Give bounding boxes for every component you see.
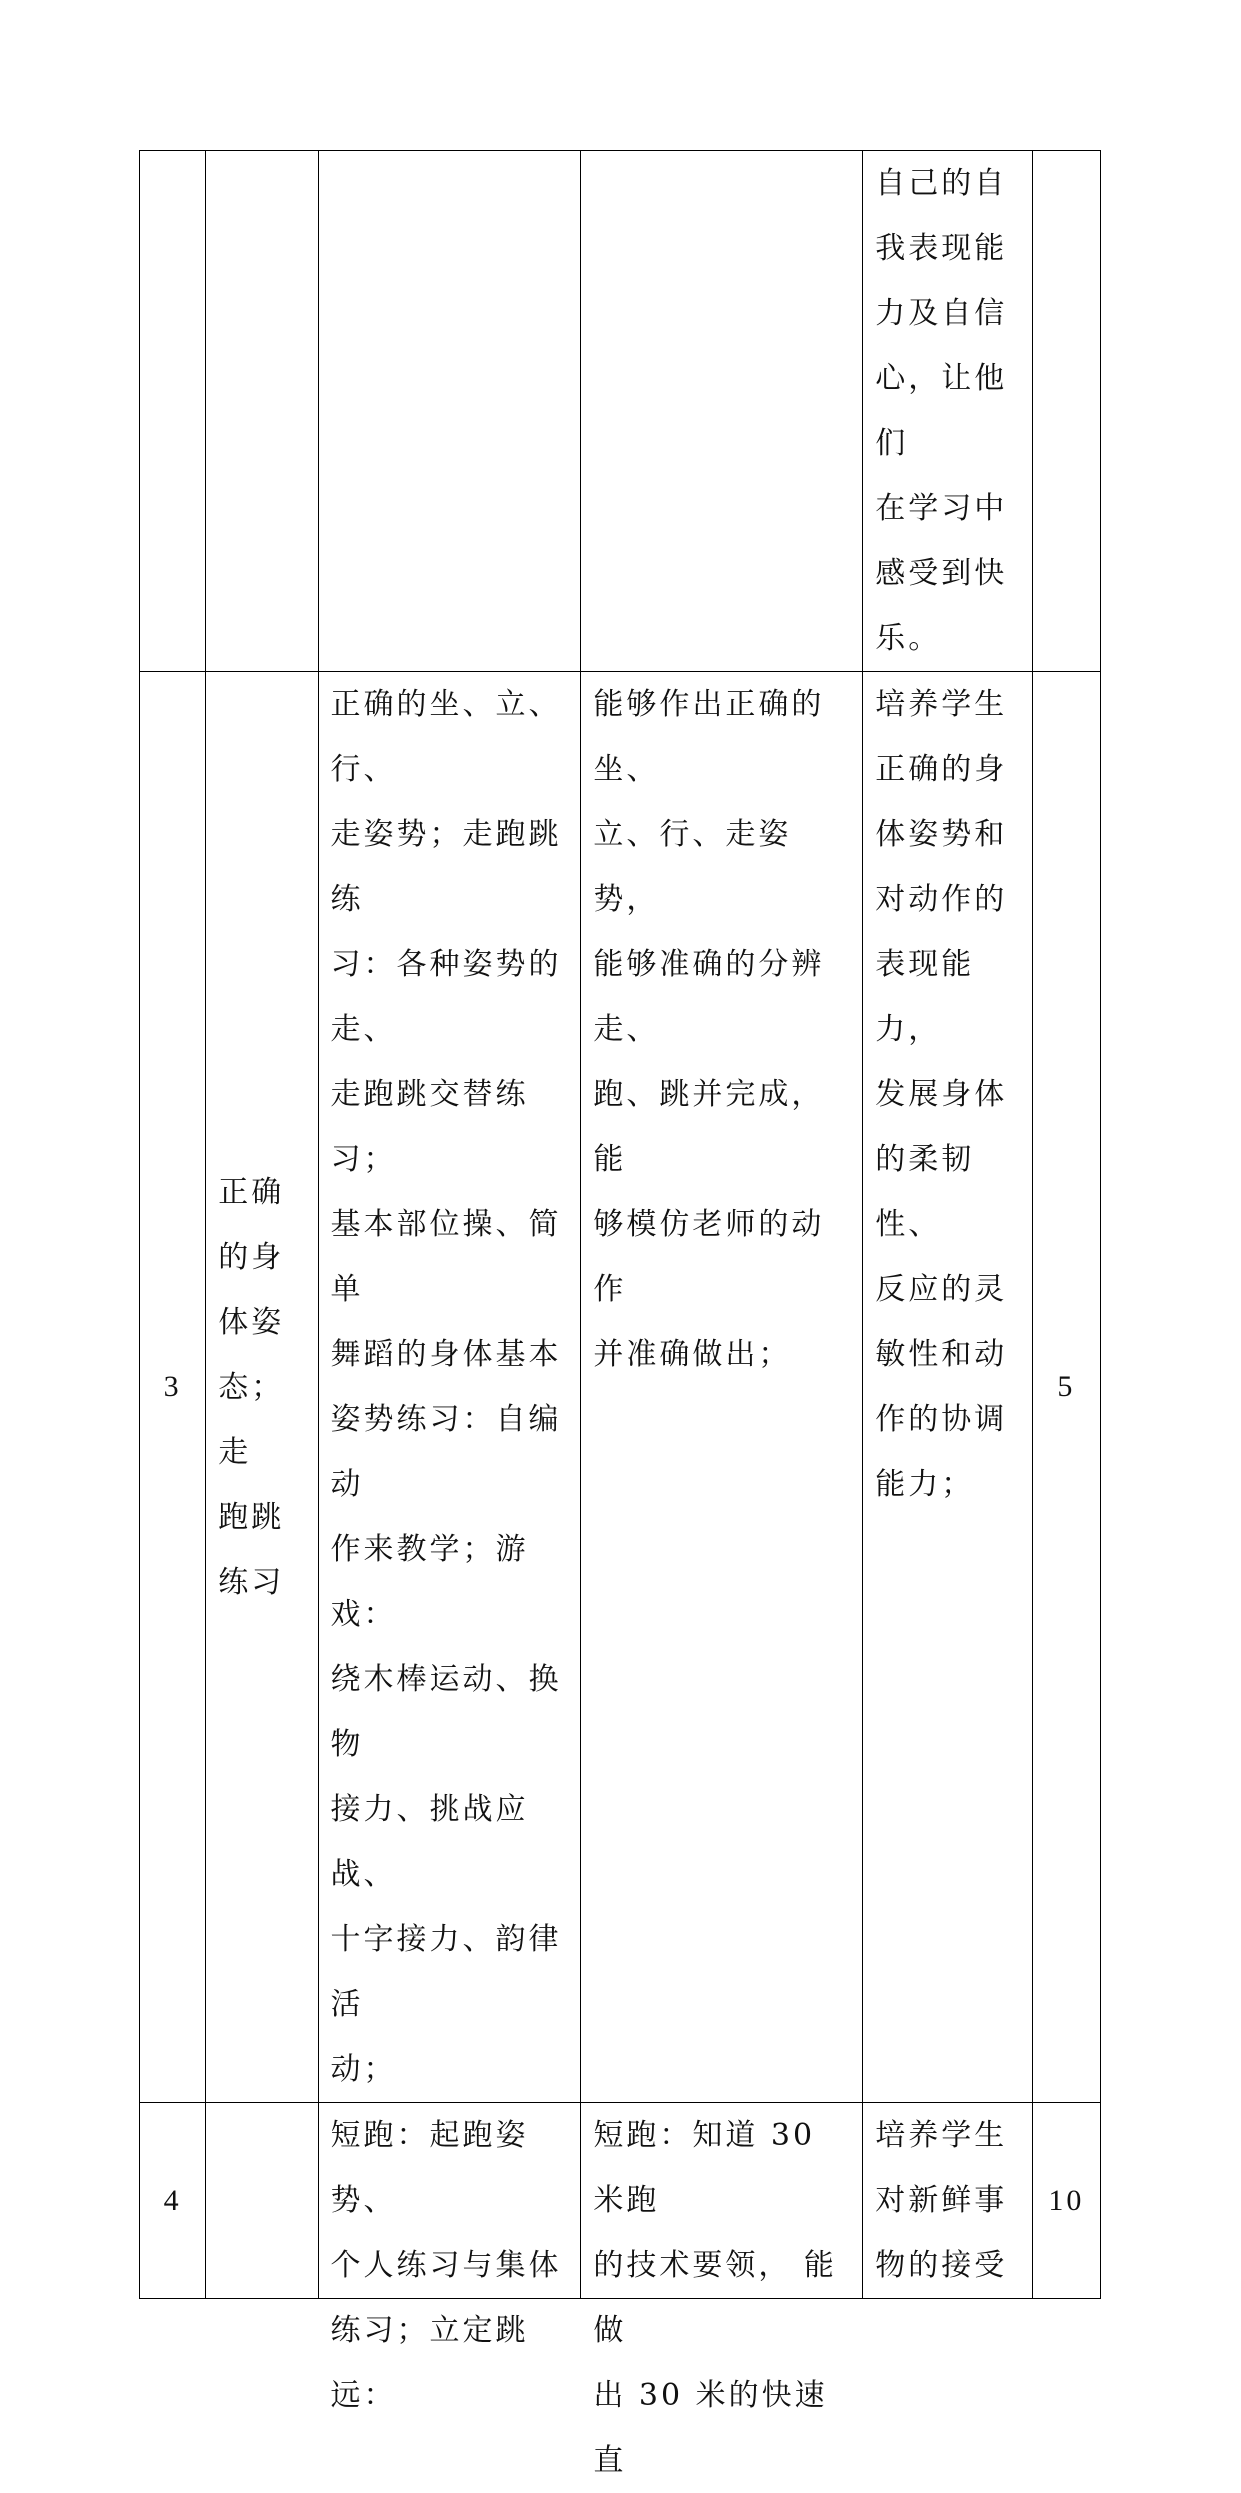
aim-text: 培养学生 正确的身 体姿势和 对动作的 表现能力， 发展身体 的柔韧性、 反应的灵 敏性和动 作的协调 能力；: [875, 687, 1008, 1502]
topic-cell: [206, 151, 318, 672]
goal-cell: [581, 2103, 863, 2478]
content-text: 正确的坐、立、行、 走姿势；走跑跳练 习：各种姿势的走、 走跑跳交替练习； 基本部位操、简单 舞蹈的身体基本 姿势练习：自编动 作来教学；游戏： 绕木棒运动、换物 接力、挑战应战、 十字接力、韵律活 动；: [330, 687, 562, 2087]
goal-cell: [581, 672, 863, 2103]
aim-text: 培养学生 对新鲜事 物的接受: [875, 2118, 1008, 2283]
course-table: [139, 150, 1101, 2478]
hours-cell: 10: [1032, 2103, 1100, 2299]
table-row: [140, 672, 1101, 2103]
hours-cell: 5: [1032, 672, 1100, 2103]
row-number: 4: [140, 2103, 206, 2299]
content-text: 短跑：起跑姿势、 个人练习与集体 练习；立定跳远：: [330, 2118, 562, 2413]
topic-text: 正确 的身 体姿 态；走 跑跳 练习: [218, 1174, 285, 1600]
content-cell: [318, 672, 581, 2103]
hours-cell: [1032, 151, 1100, 672]
aim-cell: [863, 2103, 1033, 2299]
row-number: 3: [140, 672, 206, 2103]
topic-cell: [206, 2103, 318, 2299]
goal-text: 短跑：知道 30 米跑 的技术要领， 能做 出 30 米的快速直: [593, 2118, 837, 2478]
content-cell: [318, 2103, 581, 2413]
goal-text: 能够作出正确的坐、 立、行、走姿势， 能够准确的分辨走、 跑、跳并完成，能 够模仿老师的动作 并准确做出；: [593, 687, 825, 1372]
table-row: [140, 2103, 1101, 2299]
table-row: [140, 151, 1101, 672]
topic-cell: [206, 672, 318, 2103]
aim-cell: [863, 672, 1033, 2103]
aim-cell: [863, 151, 1033, 672]
aim-text: 自己的自 我表现能 力及自信 心，让他们 在学习中 感受到快 乐。: [875, 166, 1008, 656]
row-number: [140, 151, 206, 672]
content-cell: [318, 151, 581, 672]
goal-cell: [581, 151, 863, 672]
